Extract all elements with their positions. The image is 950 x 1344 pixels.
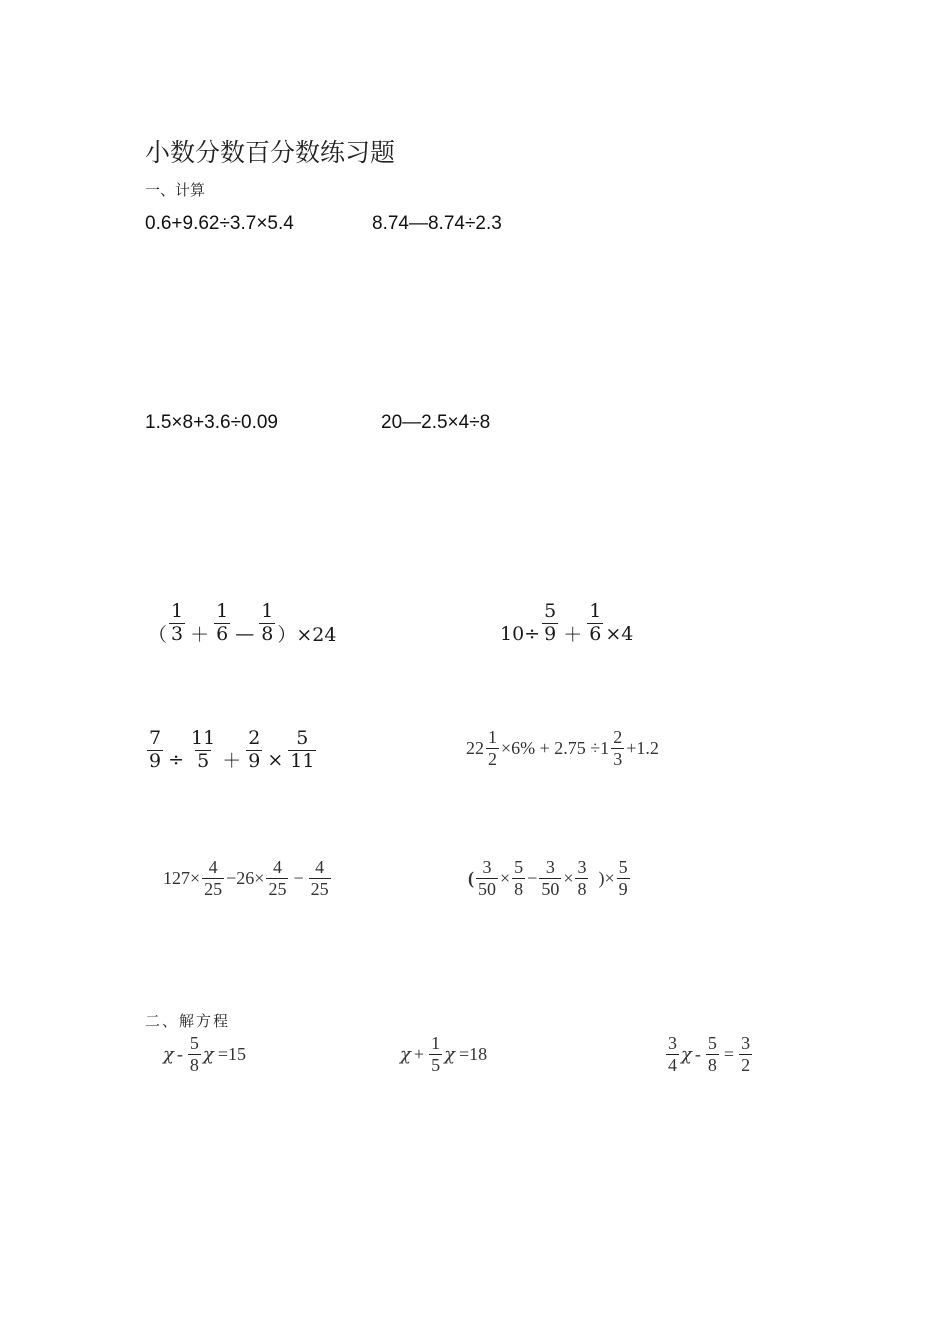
fraction-numerator: 1: [171, 600, 184, 623]
variable-x: χ: [444, 1043, 455, 1065]
equation-2: [400, 1033, 487, 1075]
paren-open: （: [148, 624, 168, 646]
operator: −26×: [226, 867, 265, 888]
equation-rhs: =18: [459, 1043, 488, 1064]
fraction-denominator: 25: [310, 878, 329, 899]
fraction-numerator: 4: [272, 857, 282, 877]
operator: +: [413, 1043, 425, 1064]
fraction-numerator: 5: [618, 857, 628, 877]
problem-4: 20—2.5×4÷8: [381, 412, 491, 433]
fraction-denominator: 6: [216, 623, 229, 645]
fraction-numerator: 4: [208, 857, 218, 877]
trailing-term: ×4: [605, 622, 634, 645]
fraction-denominator: 2: [741, 1054, 751, 1075]
operator: ＋: [222, 750, 242, 772]
paren-open: (: [468, 867, 474, 888]
fraction-denominator: 9: [544, 623, 557, 645]
operator: −: [293, 867, 304, 888]
fraction-denominator: 9: [248, 750, 261, 772]
fraction-denominator: 25: [268, 878, 287, 899]
fraction-denominator: 25: [204, 878, 223, 899]
operator: ×: [563, 867, 574, 888]
fraction-numerator: 1: [488, 727, 497, 747]
fraction-denominator: 8: [514, 878, 524, 899]
problem-6: [500, 600, 633, 647]
operator: ＋: [563, 624, 583, 646]
operator: —: [235, 622, 255, 645]
operator: -: [176, 1043, 183, 1064]
variable-x: χ: [400, 1043, 411, 1065]
fraction-denominator: 3: [613, 748, 623, 769]
fraction-numerator: 3: [577, 857, 587, 877]
equals-sign: =: [723, 1043, 735, 1064]
fraction-numerator: 3: [668, 1033, 677, 1053]
fraction-numerator: 1: [589, 600, 602, 623]
problem-7: [145, 728, 318, 773]
fraction-denominator: 50: [478, 878, 496, 899]
fraction-numerator: 2: [613, 727, 623, 747]
fraction-denominator: 4: [668, 1054, 677, 1075]
fraction-denominator: 3: [171, 623, 184, 645]
variable-x: χ: [163, 1043, 174, 1065]
fraction-numerator: 3: [741, 1033, 751, 1053]
fraction-denominator: 5: [197, 750, 210, 772]
fraction-numerator: 11: [191, 727, 216, 750]
problem-5: [148, 600, 336, 647]
fraction-denominator: 2: [488, 748, 497, 769]
operator: ÷: [168, 748, 185, 771]
fraction-numerator: 1: [431, 1033, 441, 1053]
variable-x: χ: [681, 1043, 692, 1065]
fraction-numerator: 5: [296, 727, 309, 750]
section-2-heading: 二、解方程: [145, 1012, 231, 1030]
operator: ＋: [190, 624, 210, 646]
fraction-numerator: 5: [514, 857, 524, 877]
fraction-numerator: 4: [315, 857, 325, 877]
fraction-numerator: 1: [216, 600, 229, 623]
operator: −: [527, 867, 538, 888]
operator: ×: [500, 867, 511, 888]
equation-1: [163, 1033, 246, 1075]
fraction-numerator: 2: [248, 727, 261, 750]
problem-9: [163, 857, 333, 899]
fraction-denominator: 11: [290, 750, 315, 772]
fraction-denominator: 50: [541, 878, 560, 899]
problem-10: [468, 857, 632, 899]
problem-8: [466, 727, 659, 769]
fraction-denominator: 8: [707, 1054, 717, 1075]
fraction-numerator: 7: [149, 727, 162, 750]
fraction-numerator: 3: [482, 857, 492, 877]
whole-number: 22: [466, 737, 484, 758]
fraction-denominator: 5: [431, 1054, 441, 1075]
fraction-denominator: 9: [149, 750, 162, 772]
paren-close-times: ）×24: [277, 624, 337, 646]
fraction-denominator: 8: [189, 1054, 199, 1075]
trailing-term: +1.2: [626, 737, 659, 758]
leading-term: 127×: [163, 867, 201, 888]
fraction-numerator: 5: [544, 600, 557, 623]
fraction-numerator: 5: [707, 1033, 717, 1053]
operator: -: [694, 1043, 701, 1064]
operator: ×: [267, 748, 284, 771]
fraction-denominator: 6: [589, 623, 602, 645]
fraction-denominator: 8: [577, 878, 587, 899]
middle-term: ×6% + 2.75 ÷1: [501, 737, 610, 758]
fraction-numerator: 3: [545, 857, 555, 877]
problem-1: 0.6+9.62÷3.7×5.4: [145, 213, 294, 234]
fraction-numerator: 5: [189, 1033, 199, 1053]
fraction-denominator: 9: [618, 878, 628, 899]
variable-x: χ: [202, 1043, 214, 1065]
section-1-heading: 一、计算: [145, 181, 206, 199]
paren-close-times: )×: [598, 867, 615, 888]
page-title: 小数分数百分数练习题: [145, 138, 396, 167]
equation-3: [664, 1033, 754, 1075]
problem-3: 1.5×8+3.6÷0.09: [145, 412, 278, 433]
equation-rhs: =15: [217, 1043, 246, 1064]
problem-2: 8.74—8.74÷2.3: [372, 213, 502, 234]
fraction-numerator: 1: [261, 600, 274, 623]
leading-term: 10÷: [500, 622, 541, 645]
fraction-denominator: 8: [261, 623, 274, 645]
